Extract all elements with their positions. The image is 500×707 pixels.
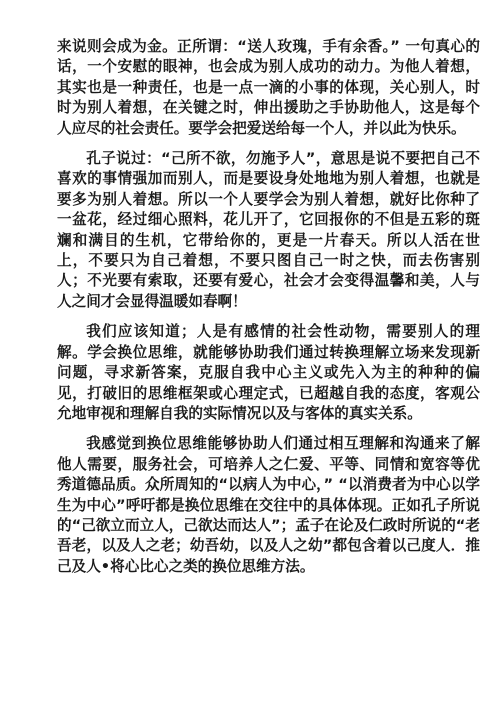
paragraph-2: 孔子说过：“己所不欲，勿施予人”，意思是说不要把自己不喜欢的事情强加而别人，而是要设身处地地为别人着想，也就是要多为别人着想。所以一个人要学会为别人着想，就好比你种了一盆花，经过细心照料，花儿开了，它回报你的不但是五彩的斑斓和满目的生机，它带给你的，更是一片春天。所以人活在世上，不要只为自己着想，不要只图自己一时之快，而去伤害别人；不光要有索取，还要有爱心，社会才会变得温馨和美，人与人之间才会显得温暖如春啊！ xyxy=(57,150,480,310)
paragraph-gap xyxy=(57,139,480,149)
document-body xyxy=(57,37,480,577)
paragraph-1: 来说则会成为金。正所谓：“送人玫瑰，手有余香。” 一句真心的话，一个安慰的眼神，也会成为别人成功的动力。为他人着想，其实也是一种责任，也是一点一滴的小事的体现，关心别人，时时为别人着想，在关键之时，伸出援助之手协助他人，这是每个人应尽的社会责任。要学会把爱送给每一个人，并以此为快乐。 xyxy=(57,38,480,137)
paragraph-3: 我们应该知道；人是有感情的社会性动物，需要别人的理解。学会换位思维，就能够协助我们通过转换理解立场来发现新问题，寻求新答案，克服自我中心主义或先入为主的种种的偏见，打破旧的思维框架或心理定式，已超越自我的态度，客观公允地审视和理解自我的实际情况以及与客体的真实关系。 xyxy=(57,323,480,422)
paragraph-4: 我感觉到换位思维能够协助人们通过相互理解和沟通来了解他人需要，服务社会，可培养人之仁爱、平等、同情和宽容等优秀道德品质。众所周知的“以病人为中心，” “以消费者为中心以学生为中心”呼吁都是换位思维在交往中的具体体现。正如孔子所说的“己欲立而立人，己欲达而达人”；孟子在论及仁政时所说的“老吾老，以及人之老；幼吾幼，以及人之幼”都包含着以己度人．推己及人•将心比心之类的换位思维方法。 xyxy=(57,435,480,575)
paragraph-gap xyxy=(57,424,480,434)
paragraph-gap xyxy=(57,312,480,322)
